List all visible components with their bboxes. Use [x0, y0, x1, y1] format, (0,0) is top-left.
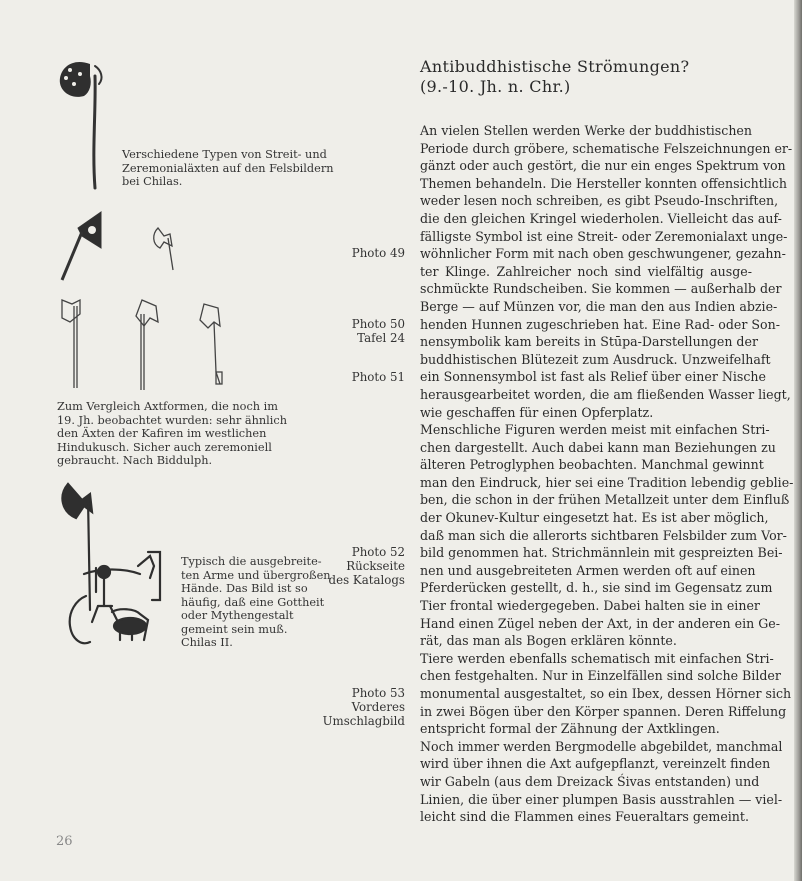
body-line: henden Hunnen zugeschrieben hat. Eine Rad- oder Son-	[420, 316, 780, 332]
body-line: Berge — auf Münzen vor, die man den aus Indien abzie-	[420, 298, 778, 314]
comparison-axes-drawing	[62, 300, 222, 390]
body-line: nen und ausgebreiteten Armen werden oft auf einen	[420, 562, 756, 578]
caption-line: gebraucht. Nach Biddulph.	[57, 454, 213, 467]
ref-line: Rückseite	[346, 559, 405, 573]
body-line: daß man sich die allerorts sichtbaren Felsbilder zum Vor-	[420, 527, 787, 543]
small-axe-drawing	[154, 228, 173, 270]
dotted-axe-drawing	[60, 62, 102, 188]
body-line: in zwei Bögen über den Körper spannen. Deren Riffelung	[420, 703, 787, 719]
ref-line: Tafel 24	[357, 331, 405, 345]
body-line: buddhistischen Blütezeit zum Ausdruck. Unzweifelhaft	[420, 351, 771, 367]
body-line: ben, die schon in der frühen Metallzeit unter dem Einfluß	[420, 492, 790, 508]
caption-line: bei Chilas.	[122, 175, 183, 188]
body-line: chen festgehalten. Nur in Einzelfällen sind solche Bilder	[420, 668, 781, 684]
body-line: Tier frontal wiedergegeben. Dabei halten sie in einer	[420, 598, 760, 614]
figure-with-axe-drawing	[62, 484, 160, 643]
caption-line: den Äxten der Kafiren im westlichen	[57, 427, 267, 440]
body-line: bild genommen hat. Strichmännlein mit gespreizten Bei-	[420, 545, 783, 561]
ref-line: Vorderes	[351, 700, 405, 714]
body-line: Linien, die über einer plumpen Basis ausstrahlen — viel-	[420, 791, 783, 807]
caption-line: Zum Vergleich Axtformen, die noch im	[57, 400, 278, 413]
caption-figure	[181, 555, 331, 650]
ref-line: Photo 53	[351, 686, 405, 700]
ref-line: Umschlagbild	[322, 714, 405, 728]
caption-line: Hindukusch. Sicher auch zeremoniell	[57, 440, 272, 454]
margin-ref-photo-52	[329, 545, 405, 587]
body-text	[420, 122, 794, 826]
ref-line: des Katalogs	[328, 573, 405, 587]
body-line: ein Sonnensymbol ist fast als Relief über einer Nische	[420, 369, 766, 385]
caption-line: Typisch die ausgebreite-	[181, 555, 322, 568]
caption-line: ten Arme und übergroßen	[181, 568, 331, 582]
body-line: wöhnlicher Form mit nach oben geschwungener, gezahn-	[420, 246, 786, 262]
body-line: ter Klinge. Zahlreicher noch sind vielfältig ausge-	[420, 263, 752, 279]
body-line: Noch immer werden Bergmodelle abgebildet, manchmal	[420, 738, 783, 754]
body-line: herausgearbeitet worden, die am fließenden Wasser liegt,	[420, 386, 791, 402]
ref-line: Photo 52	[351, 545, 405, 559]
caption-line: Chilas II.	[181, 636, 233, 649]
body-line: Hand einen Zügel neben der Axt, in der anderen ein Ge-	[420, 615, 780, 631]
heading-line-1: Antibuddhistische Strömungen?	[420, 57, 690, 76]
caption-line: gemeint sein muß.	[181, 622, 288, 636]
caption-comparison	[57, 400, 287, 468]
body-line: An vielen Stellen werden Werke der buddhistischen	[420, 123, 752, 138]
body-line: wir Gabeln (aus dem Dreizack Śivas entstanden) und	[420, 773, 760, 789]
ref-line: Photo 50	[351, 317, 405, 331]
body-line: der Okunev-Kultur eingesetzt hat. Es ist aber möglich,	[420, 510, 769, 526]
heading-line-2: (9.-10. Jh. n. Chr.)	[420, 77, 571, 96]
body-line: man den Eindruck, hier sei eine Tradition lebendig geblie-	[420, 474, 794, 490]
body-line: Menschliche Figuren werden meist mit einfachen Stri-	[420, 422, 770, 438]
caption-line: Zeremonialäxten auf den Felsbildern	[122, 161, 334, 175]
caption-line: 19. Jh. beobachtet wurden: sehr ähnlich	[57, 413, 287, 427]
margin-ref-photo-50	[352, 317, 405, 345]
body-line: Tiere werden ebenfalls schematisch mit einfachen Stri-	[420, 650, 774, 666]
page-number: 26	[56, 834, 73, 849]
body-line: wie geschaffen für einen Opferplatz.	[420, 404, 654, 420]
body-line: älteren Petroglyphen beobachten. Manchmal gewinnt	[420, 457, 764, 473]
triangle-axe-drawing	[62, 212, 101, 280]
body-line: nensymbolik kam bereits in Stūpa-Darstellungen der	[420, 334, 758, 350]
body-line: wird über ihnen die Axt aufgepflanzt, vereinzelt finden	[420, 756, 771, 772]
body-line: rät, das man als Bogen erklären könnte.	[420, 633, 677, 649]
section-heading	[420, 57, 689, 97]
ref-line: Photo 49	[351, 246, 405, 260]
body-line: gänzt oder auch gestört, die nur ein enges Spektrum von	[420, 158, 786, 174]
margin-ref-photo-51	[352, 370, 405, 384]
caption-line: Hände. Das Bild ist so	[181, 582, 308, 595]
ref-line: Photo 51	[351, 370, 405, 384]
body-line: fälligste Symbol ist eine Streit- oder Zeremonialaxt unge-	[420, 228, 788, 244]
body-line: die den gleichen Kringel wiederholen. Vielleicht das auf-	[420, 210, 782, 226]
body-line: leicht sind die Flammen eines Feueraltars gemeint.	[420, 809, 749, 825]
body-line: monumental ausgestaltet, so ein Ibex, dessen Hörner sich	[420, 686, 792, 701]
page-edge	[794, 0, 802, 881]
body-line: entspricht formal der Zähnung der Axtklingen.	[420, 721, 720, 737]
body-line: chen dargestellt. Auch dabei kann man Beziehungen zu	[420, 439, 776, 455]
caption-line: oder Mythengestalt	[181, 609, 294, 622]
caption-axe-types	[122, 148, 334, 189]
margin-ref-photo-49	[352, 246, 405, 260]
caption-line: häufig, daß eine Gottheit	[181, 595, 325, 609]
caption-line: Verschiedene Typen von Streit- und	[122, 148, 327, 161]
margin-ref-photo-53	[323, 686, 405, 728]
body-line: Pferderücken gestellt, d. h., sie sind im Gegensatz zum	[420, 580, 773, 596]
body-line: Themen behandeln. Die Hersteller konnten offensichtlich	[420, 175, 788, 191]
body-line: Periode durch gröbere, schematische Felszeichnungen er-	[420, 140, 793, 156]
body-line: weder lesen noch schreiben, es gibt Pseudo-Inschriften,	[420, 193, 779, 209]
body-line: schmückte Rundscheiben. Sie kommen — außerhalb der	[420, 281, 782, 297]
